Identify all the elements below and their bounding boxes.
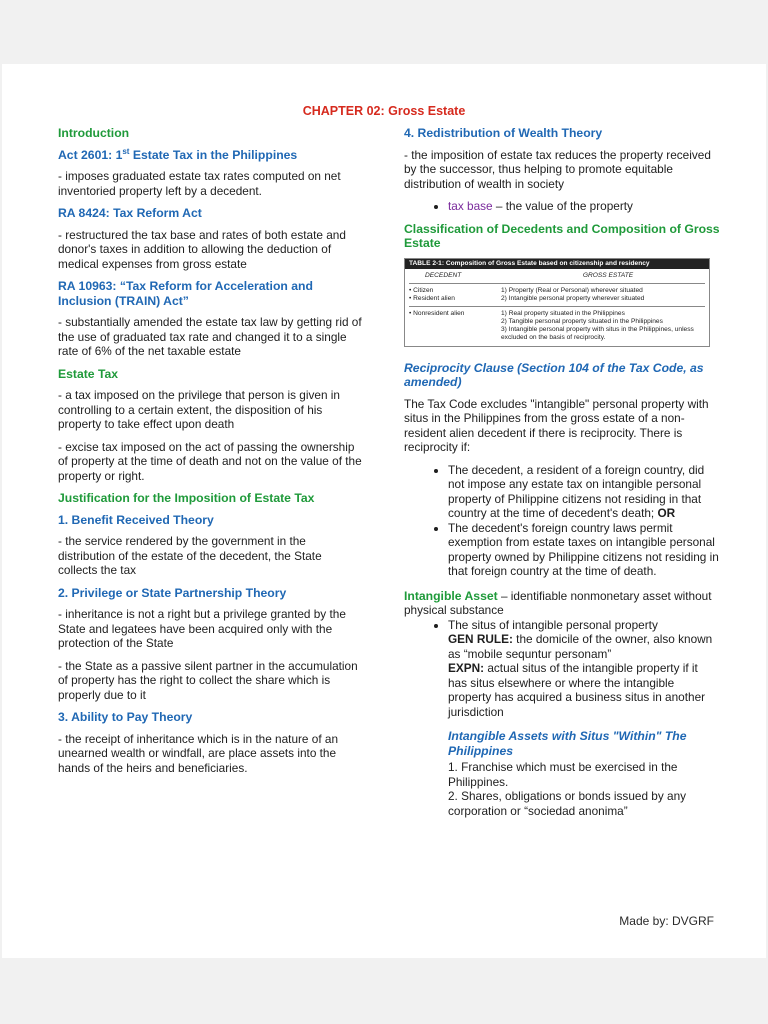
table-cell: • Resident alien <box>409 294 455 302</box>
within-heading: Intangible Assets with Situs "Within" The Philippines <box>448 729 687 758</box>
page-title: CHAPTER 02: Gross Estate <box>302 104 466 118</box>
ra10963-text: - substantially amended the estate tax law by getting rid of the use of graduated tax rate and changed it to a single rate of 6% of the net taxable estate <box>58 315 362 358</box>
reciprocity-item-1: The decedent, a resident of a foreign country, did not impose any estate tax on intangible personal property of Philippine citizens not residing in that country at the time of decedent's death; <box>448 462 705 520</box>
act2601-heading-rest: Estate Tax in the Philippines <box>129 147 298 162</box>
within-item-2: 2. Shares, obligations or bonds issued by any corporation or “sociedad anonima” <box>448 789 687 818</box>
reciprocity-text: The Tax Code excludes "intangible" personal property with situs in the Philippines from the gross estate of a non-resident alien decedent if there is reciprocity. There is reciprocity if: <box>404 396 709 454</box>
privilege-heading: 2. Privilege or State Partnership Theory <box>58 585 287 600</box>
table-cell: 1) Real property situated in the Philippines <box>501 309 625 317</box>
table-row <box>405 307 709 343</box>
table-header <box>405 269 709 281</box>
situs-list <box>404 618 720 720</box>
intro-heading: Introduction <box>58 126 130 140</box>
gross-estate-table <box>404 258 710 347</box>
reciprocity-item-2: The decedent's foreign country laws permit exemption from estate taxes on intangible personal property owned by Philippine citizens not residing in that foreign country at the time of death. <box>448 520 719 578</box>
act2601-text: - imposes graduated estate tax rates computed on net inventoried property left by a decedent. <box>58 169 341 198</box>
table-cell: 2) Tangible personal property situated in the Philippines <box>501 317 663 325</box>
benefit-text: - the service rendered by the government in the distribution of the estate of the decedent, the State collects the tax <box>58 534 322 577</box>
gen-rule-label: GEN RULE: <box>448 632 513 646</box>
reciprocity-list <box>404 463 720 579</box>
table-cell: • Nonresident alien <box>409 309 465 317</box>
table-cell: 3) Intangible personal property with situs in the Philippines, unless excluded on the basis of reciprocity. <box>501 325 694 341</box>
reciprocity-heading: Reciprocity Clause (Section 104 of the Tax Code, as amended) <box>404 360 704 389</box>
act2601-heading <box>58 148 364 163</box>
ra10963-heading: RA 10963: “Tax Reform for Acceleration and Inclusion (TRAIN) Act” <box>58 279 313 308</box>
classification-heading: Classification of Decedents and Composition of Gross Estate <box>404 221 720 250</box>
ability-text: - the receipt of inheritance which is in the nature of an unearned wealth or windfall, are place assets into the hands of the heirs and beneficiaries. <box>58 731 339 775</box>
document-page <box>2 64 766 958</box>
intangible-asset-term: Intangible Asset <box>404 588 498 603</box>
tax-base-list <box>404 199 720 214</box>
estate-tax-text-1: - a tax imposed on the privilege that person is given in controlling to a certain extent, the disposition of his property to take effect upon death <box>58 388 340 431</box>
list-item <box>448 618 720 720</box>
right-column <box>404 126 720 818</box>
table-cell: 2) Intangible personal property wherever situated <box>501 294 645 302</box>
ability-heading: 3. Ability to Pay Theory <box>58 710 193 724</box>
act2601-heading-part: Act 2601: 1 <box>58 147 123 162</box>
situs-intro: • The situs of intangible personal property <box>448 617 658 632</box>
expn <box>448 661 720 719</box>
justification-heading: Justification for the Imposition of Estate Tax <box>58 491 315 505</box>
list-item <box>448 199 720 214</box>
benefit-heading: 1. Benefit Received Theory <box>58 512 214 527</box>
ra8424-heading: RA 8424: Tax Reform Act <box>58 206 202 220</box>
ra8424-text: - restructured the tax base and rates of both estate and donor's taxes in addition to allowing the deduction of medical expenses from gross estate <box>58 227 346 271</box>
estate-tax-text-2: - excise tax imposed on the act of passing the ownership of property at the time of death and not on the value of the property or right. <box>58 439 362 483</box>
table-cell: 1) Property (Real or Personal) wherever situated <box>501 286 643 294</box>
left-column <box>58 126 364 783</box>
table-cell: • Citizen <box>409 286 434 294</box>
table-row <box>405 284 709 304</box>
estate-tax-heading: Estate Tax <box>58 366 119 381</box>
table-caption: TABLE 2-1: Composition of Gross Estate based on citizenship and residency <box>405 259 709 269</box>
privilege-text-1: - inheritance is not a right but a privilege granted by the State and legatees have been acquired only with the protection of the State <box>58 607 346 650</box>
reciprocity-or: OR <box>657 506 676 520</box>
intangible-asset-definition <box>404 589 720 618</box>
expn-text: actual situs of the intangible property if it has situs elsewhere or where the intangible property has acquired a business situs in another jurisdiction <box>448 661 706 719</box>
within-section <box>404 729 720 818</box>
table-col-decedent: DECEDENT <box>425 271 462 279</box>
redistribution-heading: 4. Redistribution of Wealth Theory <box>404 126 603 140</box>
redistribution-text: - the imposition of estate tax reduces the property received by the successor, thus helping to promote equitable distribution of wealth in society <box>404 147 711 191</box>
tax-base-term: tax base <box>448 199 493 213</box>
table-col-gross-estate: GROSS ESTATE <box>582 271 634 279</box>
list-item <box>448 463 720 521</box>
list-item <box>448 521 720 579</box>
expn-label: EXPN: <box>448 661 485 675</box>
within-item-1: 1. Franchise which must be exercised in the Philippines. <box>448 760 678 789</box>
gen-rule <box>448 632 720 661</box>
intangible-asset-def: – identifiable nonmonetary asset without physical substance <box>404 588 712 617</box>
gen-rule-text: the domicile of the owner, also known as “mobile sequntur personam” <box>448 632 713 661</box>
footer-credit: Made by: DVGRF <box>619 914 714 928</box>
act2601-heading-sup: st <box>122 146 130 156</box>
tax-base-definition: – the value of the property <box>492 199 633 213</box>
privilege-text-2: - the State as a passive silent partner in the accumulation of property has the right to collect the share which is properly due to it <box>58 658 358 702</box>
